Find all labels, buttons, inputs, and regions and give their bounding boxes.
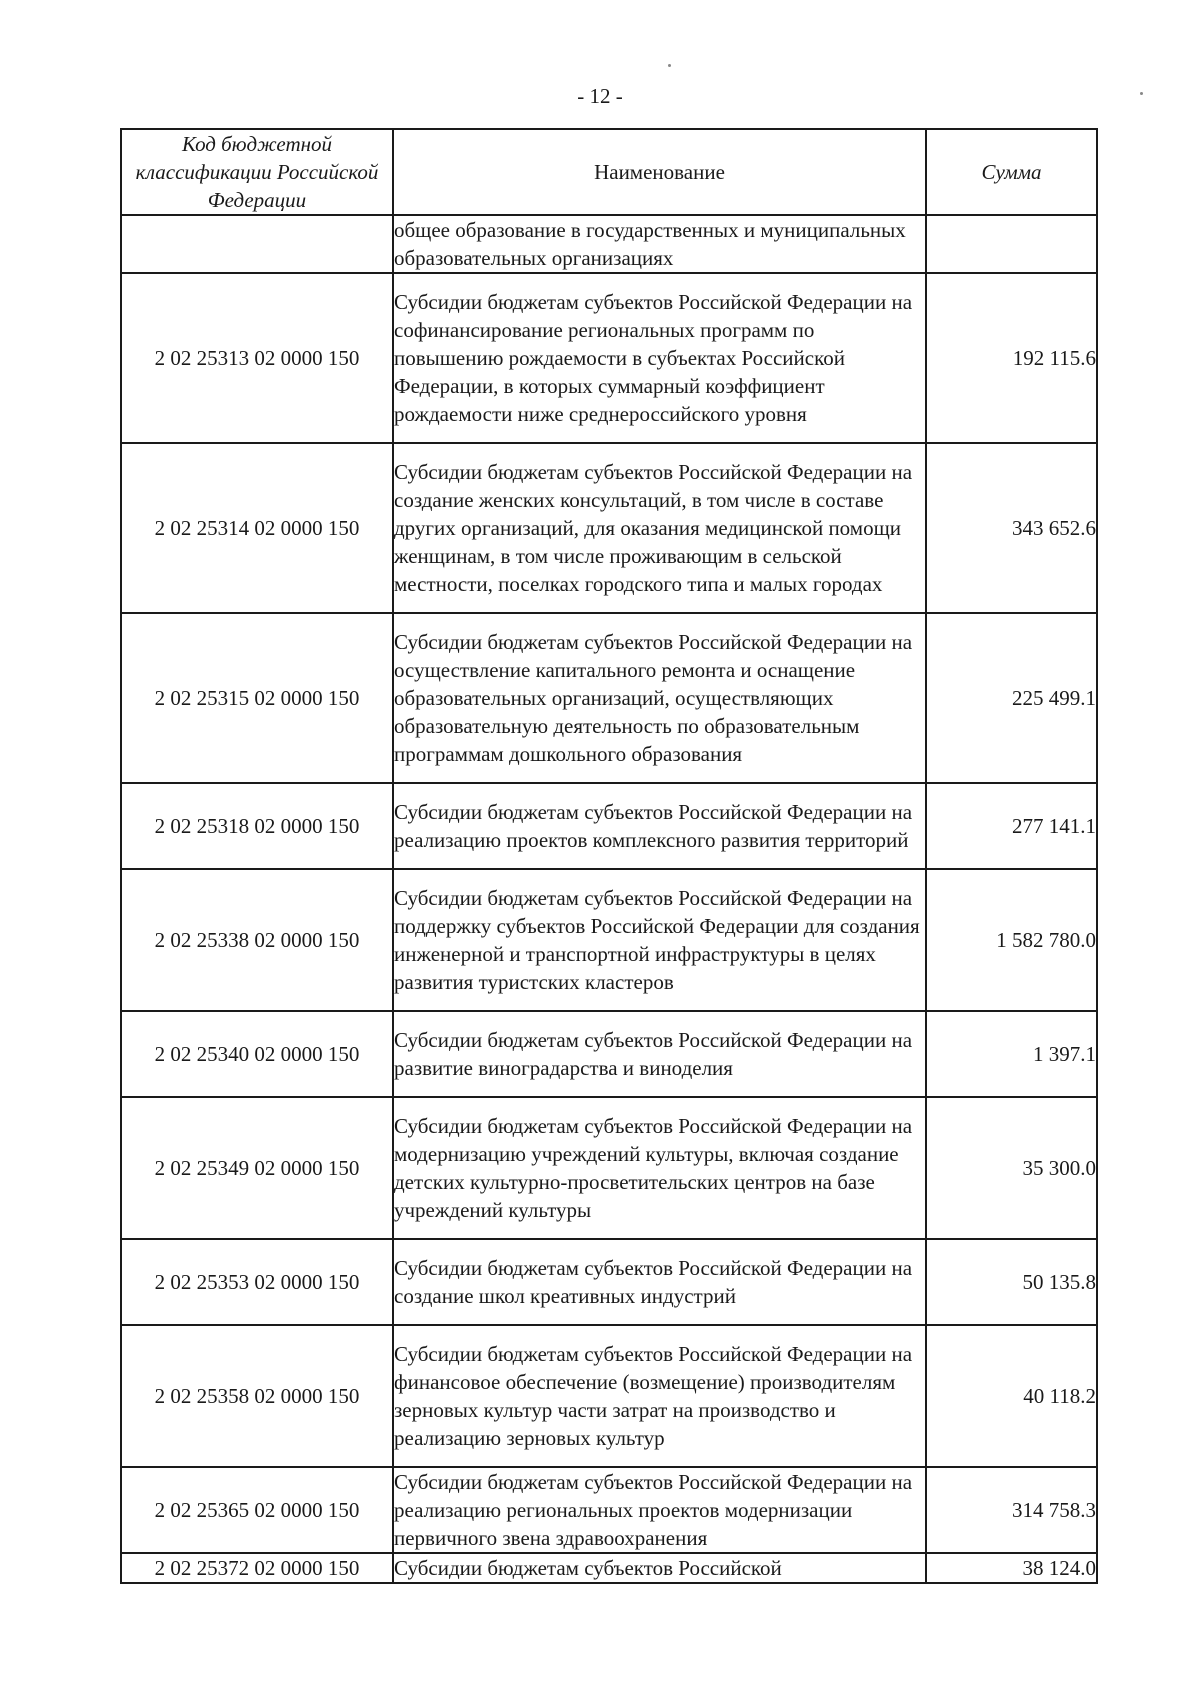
row-sum: 50 135.8	[926, 1239, 1097, 1325]
scan-speck	[1140, 92, 1143, 95]
row-code: 2 02 25349 02 0000 150	[121, 1097, 393, 1239]
header-code: Код бюджетной классификации Российской Федерации	[121, 129, 393, 215]
table-row	[121, 613, 1097, 783]
row-name: Субсидии бюджетам субъектов Российской Федерации на реализацию региональных проектов модернизации первичного звена здравоохранения	[393, 1467, 926, 1553]
row-name: Субсидии бюджетам субъектов Российской Федерации на модернизацию учреждений культуры, включая создание детских культурно-просветительских центров на базе учреждений культуры	[393, 1097, 926, 1239]
row-name: общее образование в государственных и муниципальных образовательных организациях	[393, 215, 926, 273]
table-row	[121, 215, 1097, 273]
row-code: 2 02 25314 02 0000 150	[121, 443, 393, 613]
row-sum: 192 115.6	[926, 273, 1097, 443]
header-sum: Сумма	[926, 129, 1097, 215]
table-header	[121, 129, 1097, 215]
row-code: 2 02 25313 02 0000 150	[121, 273, 393, 443]
row-name: Субсидии бюджетам субъектов Российской Федерации на развитие виноградарства и виноделия	[393, 1011, 926, 1097]
row-sum: 1 582 780.0	[926, 869, 1097, 1011]
table-row	[121, 869, 1097, 1011]
row-sum: 343 652.6	[926, 443, 1097, 613]
table-row	[121, 1467, 1097, 1553]
table-row	[121, 443, 1097, 613]
row-code	[121, 215, 393, 273]
row-name: Субсидии бюджетам субъектов Российской Федерации на создание школ креативных индустрий	[393, 1239, 926, 1325]
row-code: 2 02 25353 02 0000 150	[121, 1239, 393, 1325]
header-row	[121, 129, 1097, 215]
row-code: 2 02 25372 02 0000 150	[121, 1553, 393, 1583]
row-code: 2 02 25340 02 0000 150	[121, 1011, 393, 1097]
table-row	[121, 1011, 1097, 1097]
row-sum: 35 300.0	[926, 1097, 1097, 1239]
page-number: - 12 -	[577, 84, 623, 108]
row-code: 2 02 25315 02 0000 150	[121, 613, 393, 783]
row-code: 2 02 25318 02 0000 150	[121, 783, 393, 869]
row-code: 2 02 25365 02 0000 150	[121, 1467, 393, 1553]
table-body	[121, 215, 1097, 1583]
row-sum: 314 758.3	[926, 1467, 1097, 1553]
budget-table	[120, 128, 1098, 1584]
table-row	[121, 783, 1097, 869]
row-sum: 38 124.0	[926, 1553, 1097, 1583]
table-row	[121, 1239, 1097, 1325]
header-name: Наименование	[393, 129, 926, 215]
row-code: 2 02 25338 02 0000 150	[121, 869, 393, 1011]
row-sum: 1 397.1	[926, 1011, 1097, 1097]
row-sum: 277 141.1	[926, 783, 1097, 869]
row-name: Субсидии бюджетам субъектов Российской Федерации на создание женских консультаций, в том числе в составе других организаций, для оказания медицинской помощи женщинам, в том числе проживающим в сельской местности, поселках городского типа и малых городах	[393, 443, 926, 613]
row-sum: 40 118.2	[926, 1325, 1097, 1467]
table-row	[121, 273, 1097, 443]
table-row	[121, 1325, 1097, 1467]
row-name: Субсидии бюджетам субъектов Российской Федерации на софинансирование региональных программ по повышению рождаемости в субъектах Российской Федерации, в которых суммарный коэффициент рождаемости ниже среднероссийского уровня	[393, 273, 926, 443]
table-row	[121, 1553, 1097, 1583]
row-name: Субсидии бюджетам субъектов Российской Федерации на реализацию проектов комплексного развития территорий	[393, 783, 926, 869]
scan-speck	[668, 64, 671, 67]
row-name: Субсидии бюджетам субъектов Российской Федерации на финансовое обеспечение (возмещение) производителям зерновых культур части затрат на производство и реализацию зерновых культур	[393, 1325, 926, 1467]
table-row	[121, 1097, 1097, 1239]
row-name: Субсидии бюджетам субъектов Российской Федерации на поддержку субъектов Российской Федерации для создания инженерной и транспортной инфраструктуры в целях развития туристских кластеров	[393, 869, 926, 1011]
row-sum	[926, 215, 1097, 273]
row-sum: 225 499.1	[926, 613, 1097, 783]
row-name: Субсидии бюджетам субъектов Российской Федерации на осуществление капитального ремонта и оснащение образовательных организаций, осуществляющих образовательную деятельность по образовательным программам дошкольного образования	[393, 613, 926, 783]
row-name: Субсидии бюджетам субъектов Российской	[393, 1553, 926, 1583]
row-code: 2 02 25358 02 0000 150	[121, 1325, 393, 1467]
